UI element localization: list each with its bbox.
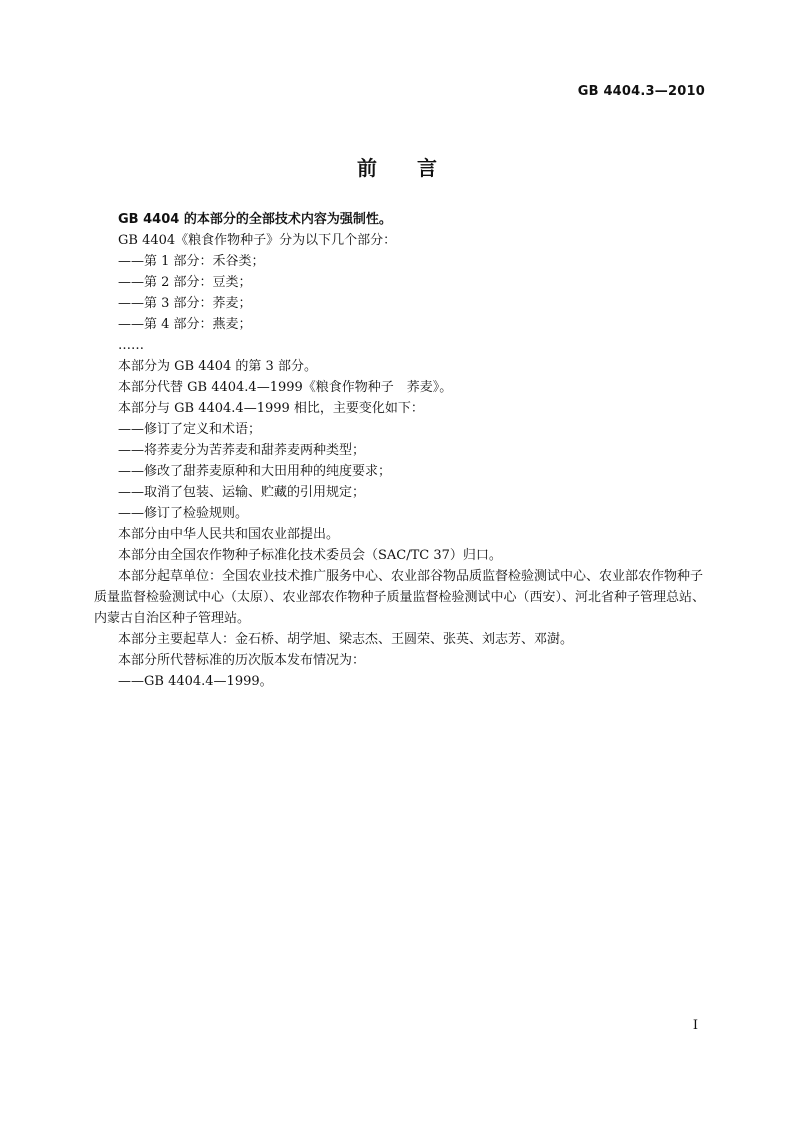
header-standard-code: GB 4404.3—2010 [577, 84, 705, 99]
list-item-change-1: ——修订了定义和术语； [118, 422, 262, 437]
paragraph-history-intro: 本部分所代替标准的历次版本发布情况为： [118, 653, 366, 668]
paragraph-drafting-units: 本部分起草单位：全国农业技术推广服务中心、农业部谷物品质监督检验测试中心、农业部农作物种子质量监督检验测试中心（太原）、农业部农作物种子质量监督检验测试中心（西安）、河北省种子管理总站、内蒙古自治区种子管理站。 [94, 569, 706, 626]
paragraph-mandatory: GB 4404 的本部分的全部技术内容为强制性。 [118, 212, 392, 227]
paragraph-replaces: 本部分代替 GB 4404.4—1999《粮食作物种子 荞麦》。 [118, 380, 453, 395]
document-body [94, 209, 706, 692]
list-item-change-3: ——修改了甜荞麦原种和大田用种的纯度要求； [118, 464, 392, 479]
paragraph-this-part: 本部分为 GB 4404 的第 3 部分。 [118, 359, 317, 374]
list-item-part-1: ——第 1 部分：禾谷类； [118, 254, 265, 269]
list-item-change-4: ——取消了包装、运输、贮藏的引用规定； [118, 485, 366, 500]
paragraph-proposed-by: 本部分由中华人民共和国农业部提出。 [118, 527, 340, 542]
paragraph-centralized-by: 本部分由全国农作物种子标准化技术委员会（SAC/TC 37）归口。 [118, 548, 502, 563]
page-title: 前言 [357, 156, 477, 180]
list-item-part-3: ——第 3 部分：荞麦； [118, 296, 252, 311]
list-item-part-4: ——第 4 部分：燕麦； [118, 317, 252, 332]
list-item-change-2: ——将荞麦分为苦荞麦和甜荞麦两种类型； [118, 443, 366, 458]
paragraph-drafters: 本部分主要起草人：金石桥、胡学旭、梁志杰、王圆荣、张英、刘志芳、邓澍。 [118, 632, 574, 647]
paragraph-parts-intro: GB 4404《粮食作物种子》分为以下几个部分： [118, 233, 397, 248]
page-number: I [692, 1018, 698, 1033]
ellipsis: …… [118, 338, 144, 353]
list-item-change-5: ——修订了检验规则。 [118, 506, 249, 521]
list-item-part-2: ——第 2 部分：豆类； [118, 275, 252, 290]
paragraph-changes-intro: 本部分与 GB 4404.4—1999 相比，主要变化如下： [118, 401, 424, 416]
list-item-history-1: ——GB 4404.4—1999。 [118, 674, 273, 689]
